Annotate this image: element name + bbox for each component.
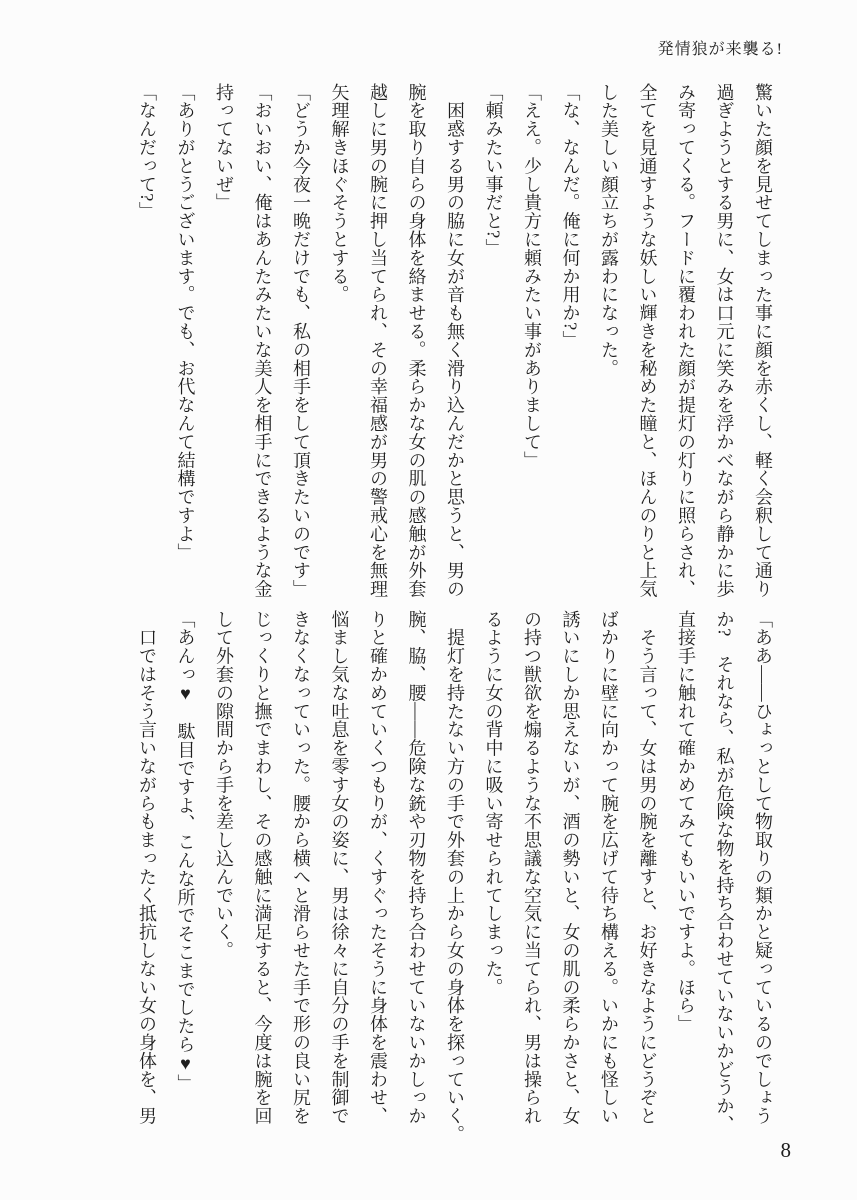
text-line: 直接手に触れて確かめてみてもいいですよ。ほら」 [676, 610, 696, 1034]
text-line: 「おいおい、俺はあんたみたいな美人を相手にできるような金 [252, 83, 273, 599]
text-line: の持つ獣欲を煽るような不思議な空気に当てられ、男は操られ [522, 610, 542, 1126]
text-line: 「ああ——ひょっとして物取りの類かと疑っているのでしょう [753, 610, 773, 1126]
text-line: 「なんだって?」 [137, 83, 157, 221]
text-line: 悩まし気な吐息を零す女の姿に、男は徐々に自分の手を制御で [329, 610, 350, 1126]
text-line: 「頼みたい事だと?」 [483, 83, 504, 257]
text-line: そう言って、女は男の腕を離すと、お好きなようにどうぞと [637, 610, 658, 1126]
text-line: 持ってないぜ」 [214, 83, 234, 212]
text-line: ばかりに壁に向かって腕を広げて待ち構える。いかにも怪しい [599, 610, 619, 1126]
text-line: 越しに男の腕に押し当てられ、その幸福感が男の警戒心を無理 [368, 83, 388, 599]
text-line: りと確かめていくつもりが、くすぐったそうに身体を震わせ、 [368, 610, 388, 1126]
text-line: して外套の隙間から手を差し込んでいく。 [214, 610, 234, 960]
text-line: 過ぎようとする男に、女は口元に笑みを浮かべながら静かに歩 [714, 83, 735, 599]
page-number: 8 [780, 1138, 791, 1162]
text-line: 困惑する男の脇に女が音も無く滑り込んだかと思うと、男の [445, 83, 465, 599]
text-line: か? それなら、私が危険な物を持ち合わせていないかどうか、 [714, 610, 735, 1134]
text-line: 「あんっ♥ 駄目ですよ、こんな所でそこまでしたら♥」 [175, 610, 196, 1093]
text-line: 「ええ。少し貴方に頼みたい事がありまして」 [522, 83, 542, 470]
text-line: 腕、脇、腰——危険な銃や刃物を持ち合わせていないかしっか [406, 610, 427, 1126]
upper-text-block [128, 83, 783, 643]
text-line: 誘いにしか思えないが、酒の勢いと、女の肌の柔らかさと、女 [560, 610, 581, 1126]
text-line: 矢理解きほぐそうとする。 [329, 83, 350, 304]
lower-text-block [128, 610, 783, 1170]
text-line: 驚いた顔を見せてしまった事に顔を赤くし、軽く会釈して通り [753, 83, 773, 599]
text-line: 「ありがとうございます。でも、お代なんて結構ですよ」 [175, 83, 196, 562]
text-line: 口ではそう言いながらもまったく抵抗しない女の身体を、男 [137, 610, 157, 1126]
text-line: 「どうか今夜一晩だけでも、私の相手をして頂きたいのです」 [291, 83, 311, 599]
text-line: 「な、なんだ。俺に何か用か?」 [560, 83, 581, 349]
page-header-title: 発情狼が来襲る! [657, 41, 783, 58]
text-line: 提灯を持たない方の手で外套の上から女の身体を探っていく。 [445, 610, 465, 1144]
text-line: 腕を取り自らの身体を絡ませる。柔らかな女の肌の感触が外套 [406, 83, 427, 599]
text-line: きなくなっていった。腰から横へと滑らせた手で形の良い尻を [291, 610, 311, 1126]
text-line: した美しい顔立ちが露わになった。 [599, 83, 619, 378]
text-line: み寄ってくる。フードに覆われた顔が提灯の灯りに照らされ、 [676, 83, 696, 599]
text-line: じっくりと撫でまわし、その感触に満足すると、今度は腕を回 [252, 610, 273, 1126]
text-line: 全てを見通すような妖しい輝きを秘めた瞳と、ほんのりと上気 [637, 83, 658, 599]
text-line: るように女の背中に吸い寄せられてしまった。 [483, 610, 504, 997]
